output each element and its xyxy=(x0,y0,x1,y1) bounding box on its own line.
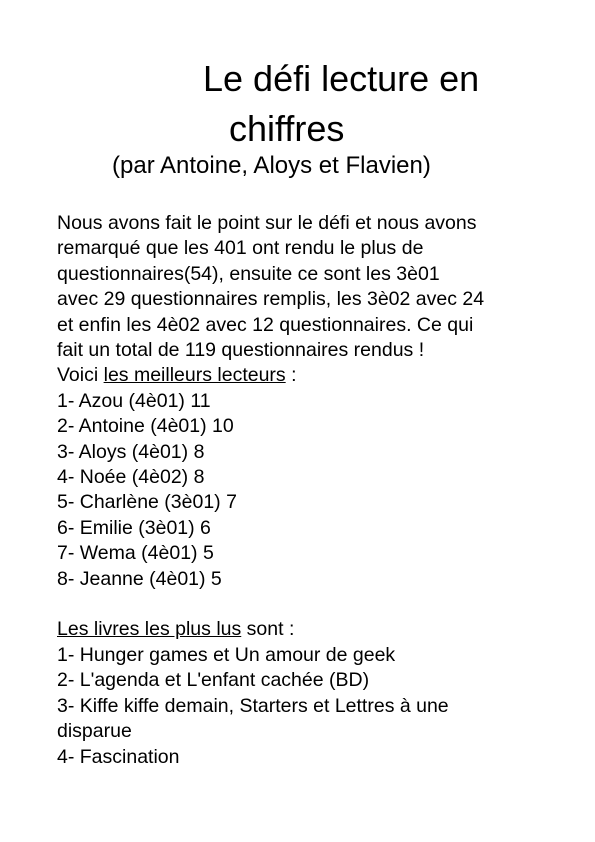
books-suffix: sont : xyxy=(241,618,295,641)
books-list xyxy=(57,643,557,770)
list-item: 1- Hunger games et Un amour de geek xyxy=(57,643,396,666)
intro-line: remarqué que les 401 ont rendu le plus de xyxy=(57,237,424,260)
paragraph-spacer xyxy=(57,592,557,617)
most-read-books-heading-link: Les livres les plus lus xyxy=(57,618,242,641)
intro-line: fait un total de 119 questionnaires rendus ! xyxy=(57,339,425,362)
intro-line: questionnaires(54), ensuite ce sont les 3è01 xyxy=(57,262,440,285)
page-title-line-2: chiffres xyxy=(229,108,345,149)
intro-line: avec 29 questionnaires remplis, les 3è02 avec 24 xyxy=(57,288,485,311)
page-title-line-1: Le défi lecture en xyxy=(203,58,480,99)
intro-line: et enfin les 4è02 avec 12 questionnaires. Ce qui xyxy=(57,313,474,336)
list-item: 7- Wema (4è01) 5 xyxy=(57,542,214,565)
readers-prefix: Voici xyxy=(57,364,104,387)
article-body xyxy=(57,211,557,770)
list-item: 4- Fascination xyxy=(57,745,180,768)
list-item: 6- Emilie (3è01) 6 xyxy=(57,516,211,539)
intro-paragraph xyxy=(57,211,557,363)
page-subtitle: (par Antoine, Aloys et Flavien) xyxy=(112,152,431,179)
list-item: 2- Antoine (4è01) 10 xyxy=(57,415,234,438)
list-item: 1- Azou (4è01) 11 xyxy=(57,389,211,412)
readers-heading xyxy=(57,363,557,388)
intro-line: Nous avons fait le point sur le défi et nous avons xyxy=(57,212,477,234)
books-heading xyxy=(57,617,557,642)
list-item: disparue xyxy=(57,720,132,743)
list-item: 8- Jeanne (4è01) 5 xyxy=(57,567,222,590)
list-item: 4- Noée (4è02) 8 xyxy=(57,466,205,489)
best-readers-heading-link: les meilleurs lecteurs xyxy=(103,364,286,387)
list-item: 5- Charlène (3è01) 7 xyxy=(57,491,237,514)
readers-suffix: : xyxy=(285,364,297,387)
list-item: 3- Aloys (4è01) 8 xyxy=(57,440,205,463)
readers-list xyxy=(57,389,557,592)
list-item: 2- L'agenda et L'enfant cachée (BD) xyxy=(57,669,370,692)
list-item: 3- Kiffe kiffe demain, Starters et Lettres à une xyxy=(57,694,449,717)
